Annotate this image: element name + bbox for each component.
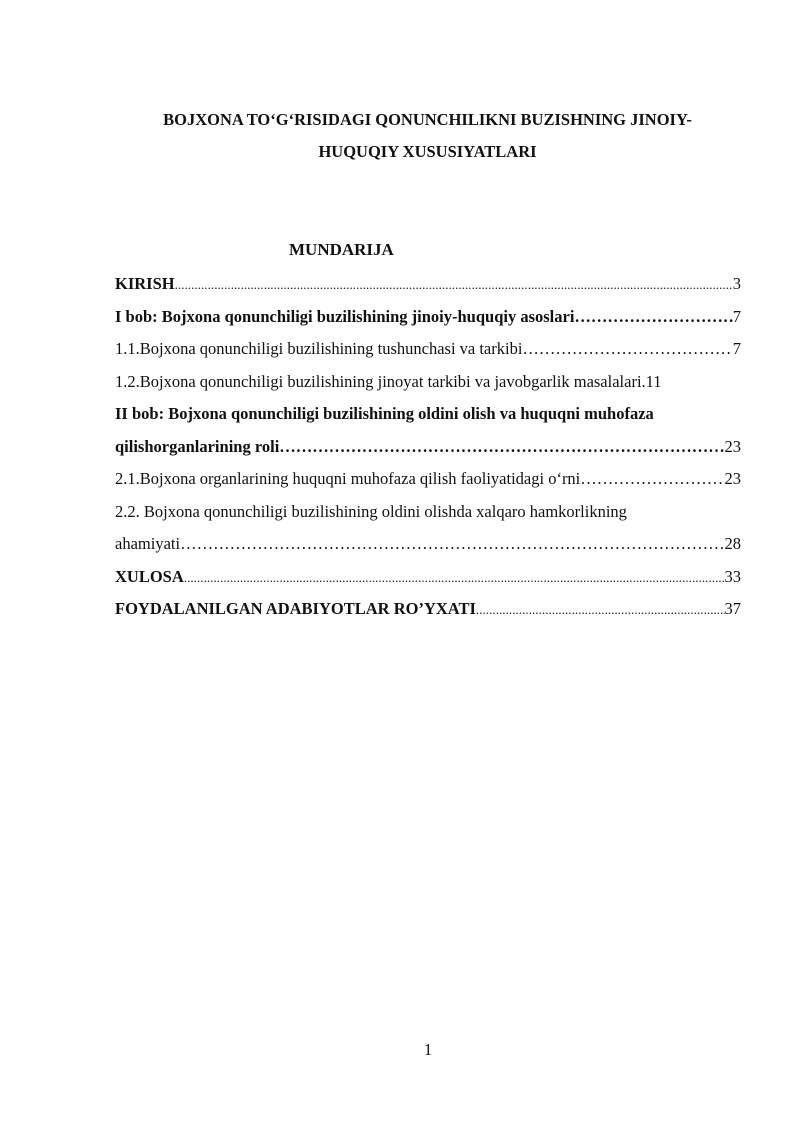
toc-entry-text: 1.1.Bojxona qonunchiligi buzilishining tushunchasi va tarkibi	[115, 339, 523, 358]
toc-entry-kirish	[115, 268, 741, 301]
toc-entry-page: 28	[724, 534, 741, 553]
toc-entry-page: 7	[732, 339, 741, 358]
toc-entry-text: FOYDALANILGAN ADABIYOTLAR RO’YXATI	[115, 599, 476, 618]
toc-entry-text: KIRISH	[115, 274, 175, 293]
document-title	[100, 104, 755, 168]
toc-entry-text: I bob: Bojxona qonunchiligi buzilishining jinoiy-huquqiy asoslari	[115, 306, 575, 326]
toc-leader	[184, 561, 725, 594]
toc-entry-2-1	[115, 463, 741, 496]
toc-entry-page: 11	[645, 371, 662, 391]
toc-entry-text: 1.2.Bojxona qonunchiligi buzilishining jinoyat tarkibi va javobgarlik masalalari.	[115, 371, 646, 391]
toc-entry-page: 37	[724, 599, 741, 618]
title-line-1: BOJXONA TO‘G‘RISIDAGI QONUNCHILIKNI BUZISHNING JINOIY-	[163, 110, 692, 129]
toc-entry-chapter-2	[115, 398, 741, 463]
toc-entry-text: qilishorganlarining roli	[115, 436, 280, 456]
toc-leader	[279, 431, 724, 464]
toc-entry-page: 33	[724, 566, 741, 586]
toc-leader	[580, 463, 724, 496]
toc-leader	[522, 333, 732, 366]
toc-leader	[574, 301, 732, 334]
toc-entry-1-1	[115, 333, 741, 366]
toc-entry-page: 7	[732, 306, 741, 326]
table-of-contents	[115, 268, 741, 626]
toc-entry-text-line-1: II bob: Bojxona qonunchiligi buzilishining oldini olish va huquqni muhofaza	[115, 404, 654, 423]
toc-entry-text: XULOSA	[115, 566, 184, 586]
toc-entry-text: 2.1.Bojxona organlarining huquqni muhofaza qilish faoliyatidagi o‘rni	[115, 469, 581, 488]
toc-entry-2-2	[115, 496, 741, 561]
toc-leader	[175, 268, 733, 301]
toc-entry-page: 23	[724, 469, 741, 488]
toc-entry-xulosa	[115, 561, 741, 594]
toc-entry-text: ahamiyati	[115, 534, 181, 553]
toc-entry-text-line-1: 2.2. Bojxona qonunchiligi buzilishining oldini olishda xalqaro hamkorlikning	[115, 501, 627, 521]
toc-entry-chapter-1	[115, 301, 741, 334]
page-number: 1	[423, 1040, 433, 1059]
toc-entry-page: 3	[732, 274, 741, 293]
toc-leader	[476, 593, 725, 626]
toc-entry-bibliography	[115, 593, 741, 626]
toc-heading: MUNDARIJA	[289, 240, 394, 259]
toc-leader	[180, 528, 724, 561]
toc-entry-page: 23	[724, 436, 741, 456]
toc-entry-1-2	[115, 366, 741, 399]
title-line-2: HUQUQIY XUSUSIYATLARI	[318, 142, 537, 161]
